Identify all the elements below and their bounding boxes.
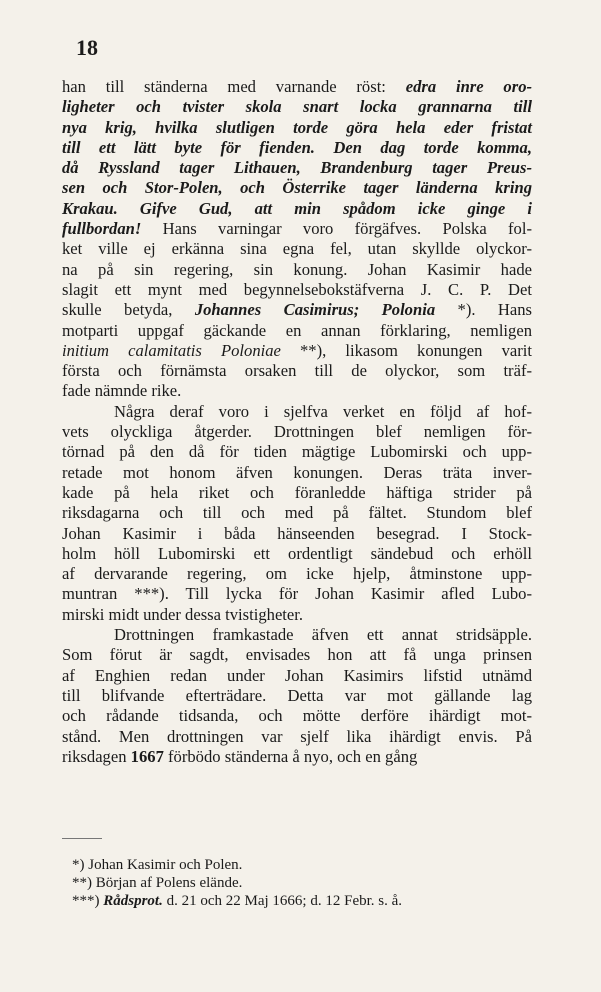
text-line	[62, 625, 532, 645]
text-line	[62, 483, 532, 503]
text-run: stånd. Men drottningen var sjelf lika ihärdigt envis. På	[62, 726, 532, 746]
text-run: kade på hela riket och föranledde häftiga strider på	[62, 482, 532, 502]
text-line	[62, 544, 532, 564]
emphasis-text: sen och Stor-Polen, och Österrike tager länderna kring	[62, 178, 532, 198]
text-line	[62, 280, 532, 300]
text-run: förbödo ständerna å nyo, och en gång	[163, 746, 418, 766]
text-line	[62, 199, 532, 219]
text-line	[62, 361, 532, 381]
text-run: första och förnämsta orsaken till de olyckor, som träf-	[62, 361, 532, 381]
footnote-mark: *)	[72, 857, 85, 873]
text-run: riksdagarna och till och med på fältet. Stundom blef	[62, 503, 532, 523]
text-run: muntran ***). Till lycka för Johan Kasimir afled Lubo-	[62, 584, 532, 604]
text-line	[62, 524, 532, 544]
text-run: och rådande tidsanda, och mötte derföre ihärdigt mot-	[62, 706, 532, 726]
text-run: 1667	[130, 746, 164, 766]
text-line	[62, 402, 532, 422]
text-run: mirski midt under dessa tvistigheter.	[62, 604, 304, 624]
text-line	[62, 77, 532, 97]
text-line	[62, 564, 532, 584]
text-line	[62, 686, 532, 706]
text-line	[62, 463, 532, 483]
text-line	[62, 138, 532, 158]
text-line	[62, 645, 532, 665]
footnote-text: Johan Kasimir och Polen.	[84, 857, 243, 873]
footnote-text: d. 21 och 22 Maj 1666; d. 12 Febr. s. å.	[162, 893, 403, 909]
text-line	[62, 260, 532, 280]
footnote-mark: ***)	[72, 893, 100, 909]
text-run: törnad på den då för tiden mägtige Lubomirski och upp-	[62, 442, 532, 462]
footnote-divider	[62, 838, 102, 839]
text-line	[62, 727, 532, 747]
text-run: af dervarande regering, om icke hjelp, åtminstone upp-	[62, 564, 532, 584]
body-text	[62, 77, 532, 767]
text-line	[62, 178, 532, 198]
footnote	[72, 856, 522, 874]
text-run: holm höll Lubomirski ett ordentligt sändebud och erhöll	[62, 543, 532, 563]
emphasis-text: nya krig, hvilka slutligen torde göra hela eder fristat	[62, 117, 532, 137]
footnotes	[72, 856, 522, 910]
text-run: na på sin regering, sin konung. Johan Kasimir hade	[62, 259, 532, 279]
footnote-mark: **)	[72, 875, 92, 891]
emphasis-text: då Ryssland tager Lithauen, Brandenburg tager Preus-	[62, 158, 532, 178]
text-line	[62, 118, 532, 138]
text-line	[62, 666, 532, 686]
text-run: Några deraf voro i sjelfva verket en följd af hof-	[114, 401, 532, 421]
text-run: slagit ett mynt med begynnelsebokstäfverna J. C. P. Det	[62, 279, 532, 299]
emphasis-text: Krakau. Gifve Gud, att min spådom icke ginge i	[62, 198, 532, 218]
emphasis-text: till ett lätt byte för fienden. Den dag torde komma,	[62, 137, 532, 157]
text-line	[62, 422, 532, 442]
page-number: 18	[76, 35, 98, 60]
footnote-text: Rådsprot.	[99, 893, 163, 909]
text-run: af Enghien redan under Johan Kasimirs lifstid utnämd	[62, 665, 532, 685]
emphasis-text: edra inre oro-	[405, 77, 533, 96]
text-line	[62, 442, 532, 462]
text-run: retade mot honom äfven konungen. Deras träta inver-	[62, 462, 532, 482]
text-line	[62, 158, 532, 178]
footnote-text: Början af Polens elände.	[92, 875, 243, 891]
emphasis-text: Johannes Casimirus; Polonia	[194, 300, 436, 320]
text-run: motparti uppgaf gäckande en annan förklaring, nemligen	[62, 320, 532, 340]
text-run: Som förut är sagdt, envisades hon att få unga prinsen	[62, 645, 532, 665]
text-run: fade nämnde rike.	[62, 381, 182, 401]
text-line	[62, 584, 532, 604]
footnote	[72, 892, 522, 910]
emphasis-text: ligheter och tvister skola snart locka grannarna till	[62, 97, 532, 117]
text-line	[62, 381, 532, 401]
text-line	[62, 97, 532, 117]
text-line	[62, 706, 532, 726]
text-run: skulle betyda,	[62, 300, 195, 320]
text-run: han till ständerna med varnande röst:	[62, 77, 406, 96]
text-line	[62, 747, 532, 767]
text-run: *). Hans	[435, 300, 532, 320]
emphasis-text: initium calamitatis Poloniae	[62, 340, 281, 360]
text-line	[62, 321, 532, 341]
text-line	[62, 239, 532, 259]
footnote	[72, 874, 522, 892]
text-run: riksdagen	[62, 746, 131, 766]
text-run: Johan Kasimir i båda hänseenden besegrad. I Stock-	[62, 523, 532, 543]
text-run: vets olyckliga åtgerder. Drottningen blef nemligen för-	[62, 422, 532, 442]
text-run: **), likasom konungen varit	[280, 340, 532, 360]
text-run: till blifvande efterträdare. Detta var mot gällande lag	[62, 685, 532, 705]
emphasis-text: fullbordan!	[62, 219, 142, 239]
text-run: Drottningen framkastade äfven ett annat stridsäpple.	[114, 625, 532, 645]
text-run: ket ville ej erkänna sina egna fel, utan skyllde olyckor-	[62, 239, 532, 259]
text-line	[62, 503, 532, 523]
text-line	[62, 605, 532, 625]
text-line	[62, 341, 532, 361]
text-run: Hans varningar voro förgäfves. Polska fol-	[141, 219, 532, 239]
text-line	[62, 300, 532, 320]
text-line	[62, 219, 532, 239]
